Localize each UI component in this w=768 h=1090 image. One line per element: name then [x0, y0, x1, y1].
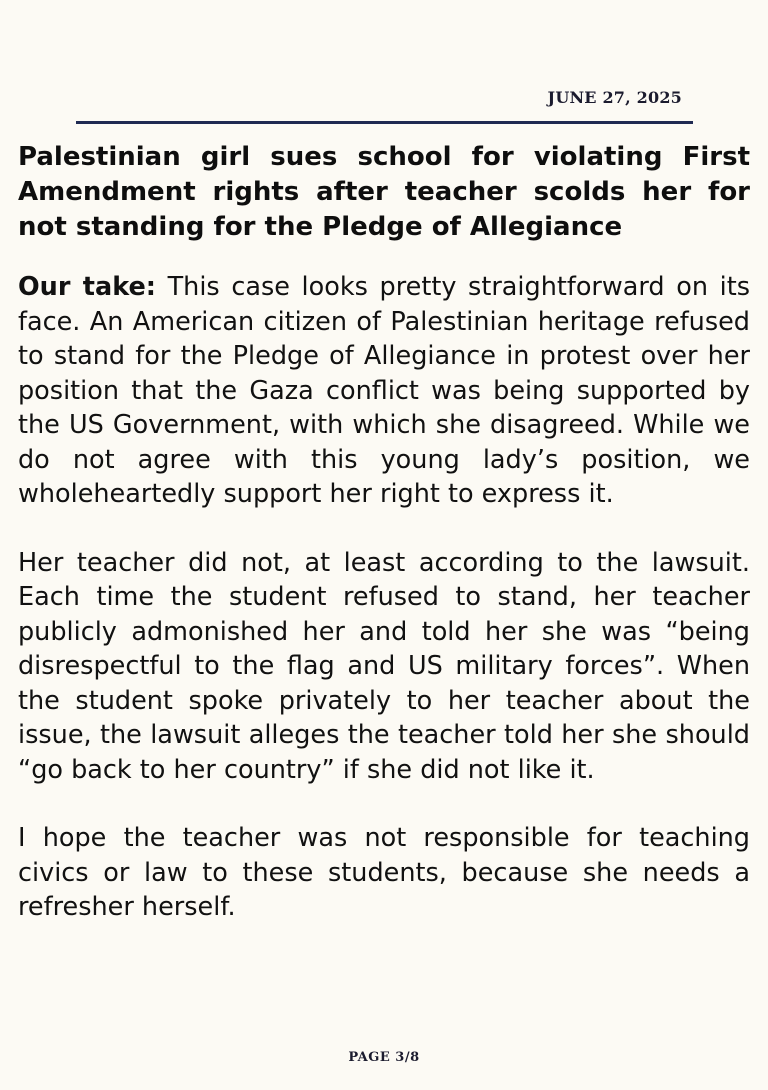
article-body	[18, 270, 750, 925]
paragraph-teacher: Her teacher did not, at least according to the lawsuit. Each time the student refused to stand, her teacher publicly admonished her and told her she was “being disrespectful to the flag and US military forces”. When the student spoke privately to her teacher about the issue, the lawsuit alleges the teacher told her she should “go back to her country” if she did not like it.	[18, 547, 750, 785]
our-take-label: Our take:	[18, 272, 156, 302]
article-date: JUNE 27, 2025	[547, 88, 682, 107]
paragraph-our-take	[18, 270, 750, 512]
paragraph-text: This case looks pretty straightforward on its face. An American citizen of Palestinian heritage refused to stand for the Pledge of Allegiance in protest over her position that the Gaza conflict was being supported by the US Government, with which she disagreed. While we do not agree with this young lady’s position, we wholeheartedly support her right to express it.	[18, 272, 750, 509]
page-number: PAGE 3/8	[348, 1050, 420, 1065]
article-headline: Palestinian girl sues school for violating First Amendment rights after teacher scolds her for not standing for the Pledge of Allegiance	[18, 142, 750, 242]
header-divider	[76, 121, 693, 124]
paragraph-conclusion: I hope the teacher was not responsible for teaching civics or law to these students, because she needs a refresher herself.	[18, 823, 750, 922]
